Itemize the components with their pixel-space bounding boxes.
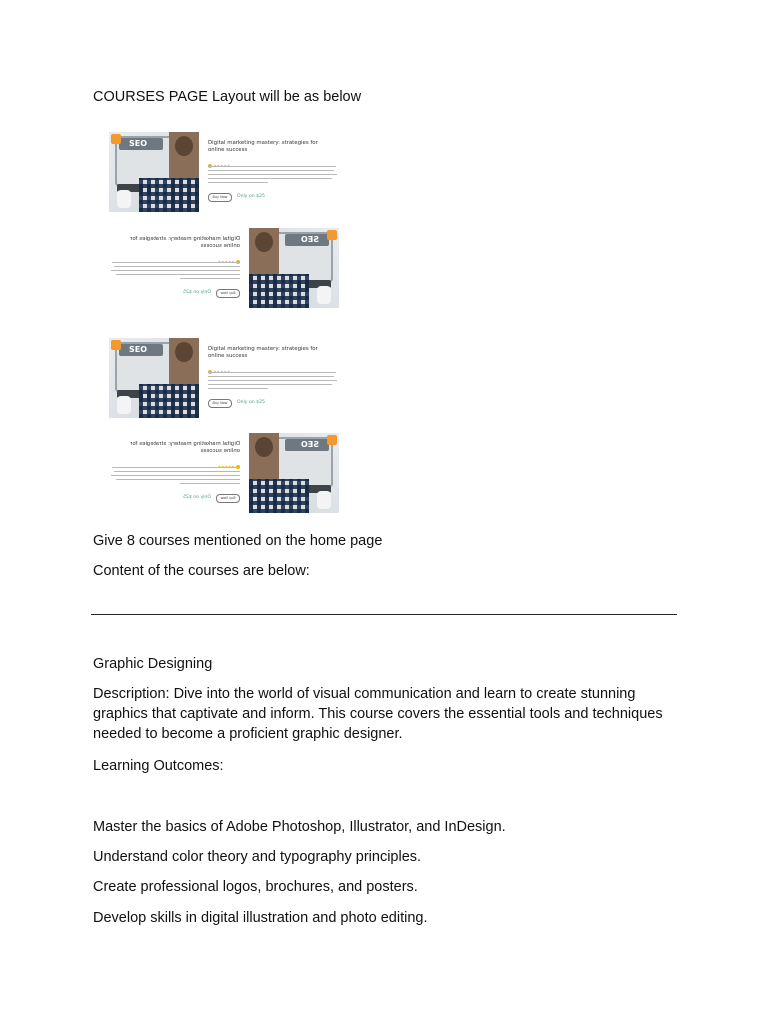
course-card-price: Only on $25 xyxy=(237,194,265,199)
outcome-item: Understand color theory and typography principles. xyxy=(93,849,422,865)
course-card-title: Digital marketing mastery: strategies for online success xyxy=(130,236,240,249)
course-description: Description: Dive into the world of visual communication and learn to create stunning graphics that captivate and inform. This course covers the essential tools and techniques needed to become a proficient graphic designer. xyxy=(93,686,663,742)
course-card-mock xyxy=(106,338,342,422)
buy-now-button: Buy Now xyxy=(208,193,232,202)
course-card-title: Digital marketing mastery: strategies for online success xyxy=(208,140,318,153)
course-card xyxy=(106,338,342,422)
buy-now-button: Buy Now xyxy=(208,399,232,408)
outcome-item: Develop skills in digital illustration and photo editing. xyxy=(93,910,428,926)
course-card-price: Only on $25 xyxy=(183,495,211,500)
layout-note: COURSES PAGE Layout will be as below xyxy=(93,89,362,105)
course-thumbnail: SEO xyxy=(109,132,199,212)
course-card-price: Only on $25 xyxy=(183,290,211,295)
course-card-mirrored xyxy=(106,228,342,312)
course-card-title: Digital marketing mastery: strategies for online success xyxy=(208,346,318,359)
course-card-title: Digital marketing mastery: strategies for online success xyxy=(130,441,240,454)
course-card-price: Only on $25 xyxy=(237,400,265,405)
course-thumbnail: SEO xyxy=(249,433,339,513)
course-card xyxy=(106,132,342,216)
course-card-mirrored xyxy=(106,433,342,517)
course-card-mock xyxy=(106,228,342,312)
course-card-mock xyxy=(106,132,342,216)
course-thumbnail: SEO xyxy=(249,228,339,308)
course-card-mock xyxy=(106,433,342,517)
buy-now-button: Buy Now xyxy=(216,494,240,503)
outcomes-heading: Learning Outcomes: xyxy=(93,758,224,774)
instruction-text: Give 8 courses mentioned on the home page xyxy=(93,533,383,549)
buy-now-button: Buy Now xyxy=(216,289,240,298)
course-name: Graphic Designing xyxy=(93,656,213,672)
content-note: Content of the courses are below: xyxy=(93,563,310,579)
section-divider xyxy=(91,614,677,615)
outcome-item: Master the basics of Adobe Photoshop, Illustrator, and InDesign. xyxy=(93,819,506,835)
outcome-item: Create professional logos, brochures, and posters. xyxy=(93,879,418,895)
course-thumbnail: SEO xyxy=(109,338,199,418)
